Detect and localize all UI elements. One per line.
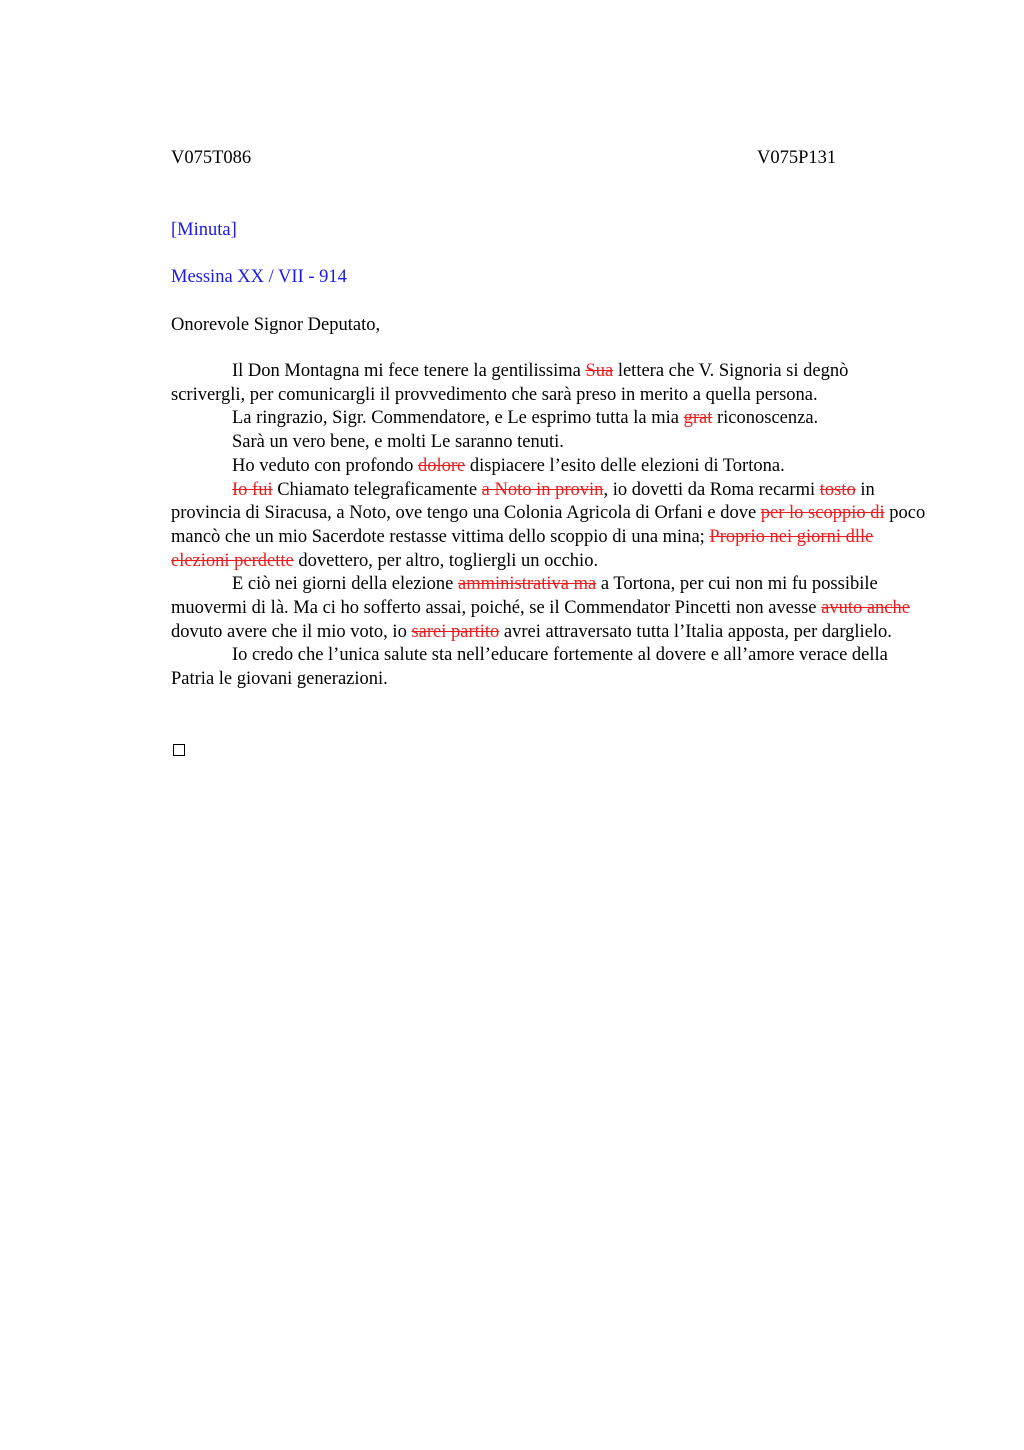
minuta-label: [Minuta]: [171, 220, 237, 240]
deleted-text: Sua: [585, 361, 614, 381]
deleted-text: sarei partito: [411, 621, 500, 642]
deleted-text: avuto anche: [821, 598, 910, 619]
end-of-document-box: [173, 744, 185, 756]
document-code-right: V075P131: [757, 148, 837, 168]
deleted-text: grat: [683, 408, 713, 429]
paragraph-text: Chiamato telegraficamente: [272, 479, 482, 500]
paragraph-text: , io dovetti da Roma recarmi: [603, 479, 820, 500]
paragraph-text: E ciò nei giorni della elezione: [232, 574, 459, 595]
paragraph-text: lettera che V. Signoria si degnò scrivergli, per comunicargli il provvedimento che sarà preso in merito a quella persona.: [171, 361, 849, 405]
body-paragraph: [171, 360, 926, 407]
paragraph-text: a Tortona, per cui non mi fu possibile muovermi di là. Ma ci ho sofferto assai, poiché, se il Commendator Pincetti non avesse: [171, 574, 878, 619]
paragraph-text: La ringrazio, Sigr. Commendatore, e Le esprimo tutta la mia: [232, 408, 684, 429]
paragraph-text: avrei attraversato tutta l’Italia apposta, per darglielo.: [499, 621, 892, 642]
deleted-text: amministrativa ma: [458, 574, 597, 595]
body-paragraph: [171, 479, 926, 574]
paragraph-text: Il Don Montagna mi fece tenere la gentilissima: [232, 361, 586, 381]
deleted-text: per lo scoppio di: [760, 503, 885, 524]
body-paragraph: [171, 573, 926, 644]
document-codes: [171, 146, 926, 170]
body-paragraph: [171, 644, 926, 691]
paragraph-text: poco mancò che un mio Sacerdote restasse vittima dello scoppio di una mina;: [171, 503, 926, 547]
paragraph-text: Io credo che l’unica salute sta nell’educare fortemente al dovere e all’amore verace della Patria le giovani generazioni.: [171, 645, 888, 690]
body-paragraph: [171, 455, 926, 479]
paragraph-text: dovuto avere che il mio voto, io: [171, 621, 412, 642]
deleted-text: Io fui: [232, 479, 273, 500]
paragraph-text: dispiacere l’esito delle elezioni di Tortona.: [465, 455, 785, 476]
paragraph-text: riconoscenza.: [712, 408, 819, 429]
document-code-left: V075T086: [171, 148, 252, 168]
deleted-text: tosto: [819, 479, 856, 500]
deleted-text: dolore: [418, 455, 466, 476]
letter-date: Messina XX / VII - 914: [171, 267, 347, 287]
letter-body: [171, 360, 926, 692]
paragraph-text: Ho veduto con profondo: [232, 455, 418, 476]
deleted-text: Proprio nei giorni dlle elezioni perdette: [171, 526, 874, 571]
body-paragraph: [171, 431, 926, 455]
deleted-text: a Noto in provin: [481, 479, 604, 500]
salutation: Onorevole Signor Deputato,: [171, 315, 381, 335]
body-paragraph: [171, 407, 926, 431]
paragraph-text: in provincia di Siracusa, a Noto, ove tengo una Colonia Agricola di Orfani e dove: [171, 479, 875, 524]
paragraph-text: dovettero, per altro, togliergli un occhio.: [293, 550, 599, 571]
paragraph-text: Sarà un vero bene, e molti Le saranno tenuti.: [232, 432, 564, 453]
letter-page: [171, 146, 926, 690]
